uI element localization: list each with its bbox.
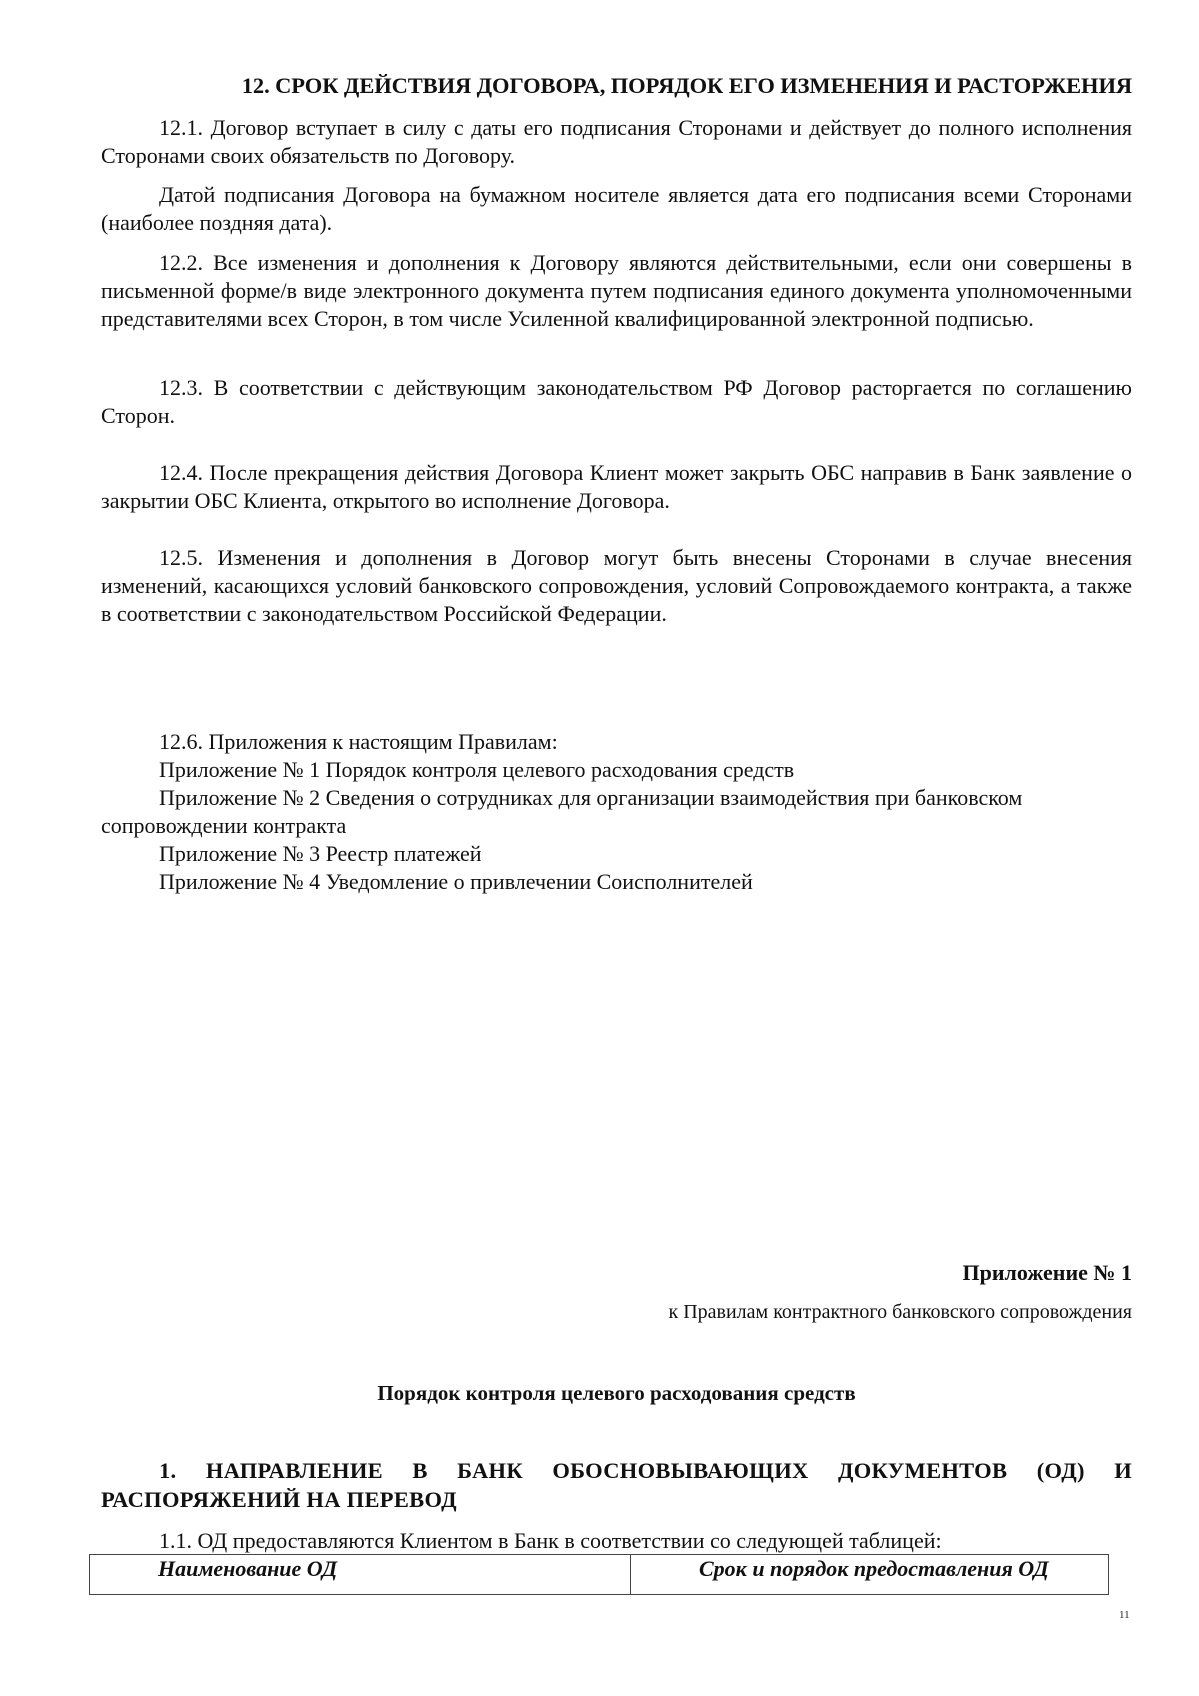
paragraph-12-2: 12.2. Все изменения и дополнения к Договору являются действительными, если они совершены в письменной форме/в виде электронного документа путем подписания единого документа уполномоченными представителями всех Сторон, в том числе Усиленной квалифицированной электронной подписью. (101, 250, 1132, 331)
paragraph-signing-date: Датой подписания Договора на бумажном носителе является дата его подписания всеми Сторонами (наиболее поздняя дата). (101, 182, 1132, 235)
od-table (89, 1554, 1109, 1595)
appendix-list-item: Приложение № 2 Сведения о сотрудниках для организации взаимодействия при банковском сопровождении контракта (101, 785, 1023, 838)
page-number: 11 (1119, 1609, 1130, 1621)
appendix-list-item: Приложение № 4 Уведомление о привлечении Соисполнителей (159, 869, 753, 894)
table-header-row (90, 1555, 1109, 1595)
appendix-list-item: Приложение № 3 Реестр платежей (159, 841, 482, 866)
paragraph-12-4: 12.4. После прекращения действия Договора Клиент может закрыть ОБС направив в Банк заявление о закрытии ОБС Клиента, открытого во исполнение Договора. (101, 460, 1132, 513)
appendices-list-title: 12.6. Приложения к настоящим Правилам: (159, 729, 558, 754)
table-header-od-terms: Срок и порядок предоставления ОД (631, 1555, 1109, 1595)
appendices-list (101, 728, 1132, 896)
appendix-list-item: Приложение № 1 Порядок контроля целевого расходования средств (159, 757, 795, 782)
section-1-heading: 1. НАПРАВЛЕНИЕ В БАНК ОБОСНОВЫВАЮЩИХ ДОКУМЕНТОВ (ОД) И РАСПОРЯЖЕНИЙ НА ПЕРЕВОД (101, 1458, 1132, 1512)
paragraph-1-1: 1.1. ОД предоставляются Клиентом в Банк в соответствии со следующей таблицей: (159, 1528, 942, 1553)
section-12-heading: 12. СРОК ДЕЙСТВИЯ ДОГОВОРА, ПОРЯДОК ЕГО ИЗМЕНЕНИЯ И РАСТОРЖЕНИЯ (241, 73, 1132, 98)
appendix-1-label: Приложение № 1 (962, 1260, 1132, 1285)
paragraph-12-5: 12.5. Изменения и дополнения в Договор могут быть внесены Сторонами в случае внесения изменений, касающихся условий банковского сопровождения, условий Сопровождаемого контракта, а также в соответствии с законодательством Российской Федерации. (101, 545, 1132, 626)
paragraph-12-1: 12.1. Договор вступает в силу с даты его подписания Сторонами и действует до полного исполнения Сторонами своих обязательств по Договору. (101, 115, 1132, 168)
appendix-1-title: Порядок контроля целевого расходования средств (377, 1381, 856, 1405)
appendix-1-subtitle: к Правилам контрактного банковского сопровождения (668, 1301, 1132, 1323)
paragraph-12-3: 12.3. В соответствии с действующим законодательством РФ Договор расторгается по соглашению Сторон. (101, 375, 1132, 428)
table-header-od-name: Наименование ОД (90, 1555, 631, 1595)
